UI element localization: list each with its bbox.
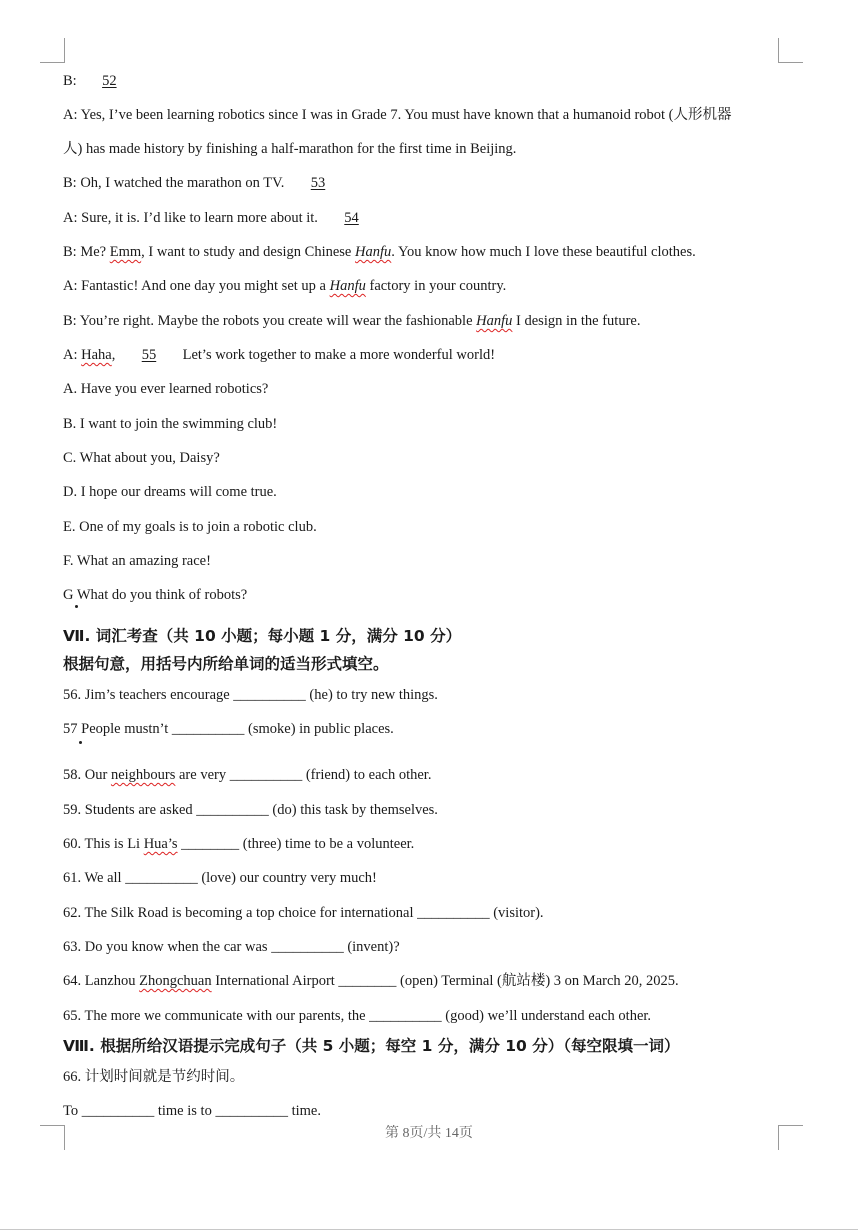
section-7-title: Ⅶ. 词汇考查（共 10 小题；每小题 1 分，满分 10 分） <box>63 627 462 645</box>
spellcheck-word: Hanfu <box>329 278 366 294</box>
spellcheck-word: neighbours <box>110 767 176 783</box>
stray-dot <box>79 741 82 744</box>
question-text: 64. Lanzhou <box>63 973 140 989</box>
dialogue-text: B: Me? <box>63 244 110 260</box>
blank-53: 53 <box>310 175 326 191</box>
dialogue-line-a3 <box>63 277 506 295</box>
question-66-chinese: 66. 计划时间就是节约时间。 <box>63 1069 245 1085</box>
dialogue-line-a4 <box>63 346 495 364</box>
speaker-label: B: <box>63 73 81 89</box>
question-text: are very __________ (friend) to each other. <box>175 767 432 783</box>
section-8-title: Ⅷ. 根据所给汉语提示完成句子（共 5 小题；每空 1 分，满分 10 分）（每空限填一词） <box>63 1037 680 1055</box>
question-58 <box>63 766 431 784</box>
page-number-footer: 第 8页/共 14页 <box>385 1126 473 1141</box>
option-g: G What do you think of robots? <box>63 587 248 603</box>
question-text: International Airport ________ (open) Terminal (航站楼) 3 on March 20, 2025. <box>211 973 679 989</box>
question-60 <box>63 835 414 853</box>
stray-dot <box>75 605 78 608</box>
spellcheck-word: Emm <box>109 244 142 260</box>
dialogue-line-b1 <box>63 72 138 90</box>
dialogue-text: A: Sure, it is. I’d like to learn more about it. <box>63 210 322 226</box>
question-61: 61. We all __________ (love) our country very much! <box>63 870 377 886</box>
dialogue-text: I design in the future. <box>512 313 641 329</box>
question-66-english: To __________ time is to __________ time. <box>63 1103 321 1119</box>
option-f: F. What an amazing race! <box>63 553 211 569</box>
dialogue-line-b3 <box>63 243 696 261</box>
dialogue-line-a1-cont: 人) has made history by finishing a half-marathon for the first time in Beijing. <box>63 141 517 157</box>
question-63: 63. Do you know when the car was __________ (invent)? <box>63 939 400 955</box>
dialogue-text: B: Oh, I watched the marathon on TV. <box>63 175 288 191</box>
dialogue-text: A: <box>63 347 82 363</box>
page-edge-line <box>0 1229 858 1230</box>
dialogue-text: A: Fantastic! And one day you might set up a <box>63 278 330 294</box>
crop-mark-top-left <box>40 38 65 63</box>
question-64 <box>63 972 679 990</box>
crop-mark-top-right <box>778 38 803 63</box>
question-text: 58. Our <box>63 767 111 783</box>
spellcheck-word: Haha <box>81 347 112 363</box>
section-7-instruction: 根据句意，用括号内所给单词的适当形式填空。 <box>63 655 389 673</box>
option-e: E. One of my goals is to join a robotic club. <box>63 519 317 535</box>
option-b: B. I want to join the swimming club! <box>63 416 278 432</box>
dialogue-text: B: You’re right. Maybe the robots you create will wear the fashionable <box>63 313 477 329</box>
option-a: A. Have you ever learned robotics? <box>63 381 269 397</box>
dialogue-text: factory in your country. <box>365 278 507 294</box>
question-text: ________ (three) time to be a volunteer. <box>177 836 415 852</box>
dialogue-text: , I want to study and design Chinese <box>141 244 355 260</box>
dialogue-line-a1: A: Yes, I’ve been learning robotics since I was in Grade 7. You must have known that a humanoid robot (人形机器 <box>63 107 732 123</box>
dialogue-line-a2 <box>63 209 382 227</box>
dialogue-text: . You know how much I love these beautiful clothes. <box>391 244 696 260</box>
question-59: 59. Students are asked __________ (do) this task by themselves. <box>63 802 438 818</box>
question-text: 60. This is Li <box>63 836 144 852</box>
dialogue-text: Let’s work together to make a more wonderful world! <box>178 347 496 363</box>
spellcheck-word: Hua’s <box>143 836 178 852</box>
dialogue-line-b4 <box>63 312 640 330</box>
spellcheck-word: Zhongchuan <box>139 973 212 989</box>
blank-54: 54 <box>344 210 359 226</box>
question-62: 62. The Silk Road is becoming a top choice for international __________ (visitor). <box>63 905 544 921</box>
dialogue-line-b2 <box>63 174 348 192</box>
dialogue-text: , <box>111 347 119 363</box>
question-56: 56. Jim’s teachers encourage __________ (he) to try new things. <box>63 687 438 703</box>
blank-55: 55 <box>141 347 157 363</box>
question-57: 57 People mustn’t __________ (smoke) in public places. <box>63 721 394 737</box>
question-65: 65. The more we communicate with our parents, the __________ (good) we’ll understand each other. <box>63 1008 652 1024</box>
blank-52: 52 <box>102 73 117 89</box>
option-c: C. What about you, Daisy? <box>63 450 220 466</box>
spellcheck-word: Hanfu <box>476 313 513 329</box>
option-d: D. I hope our dreams will come true. <box>63 484 277 500</box>
spellcheck-word: Hanfu <box>355 244 392 260</box>
